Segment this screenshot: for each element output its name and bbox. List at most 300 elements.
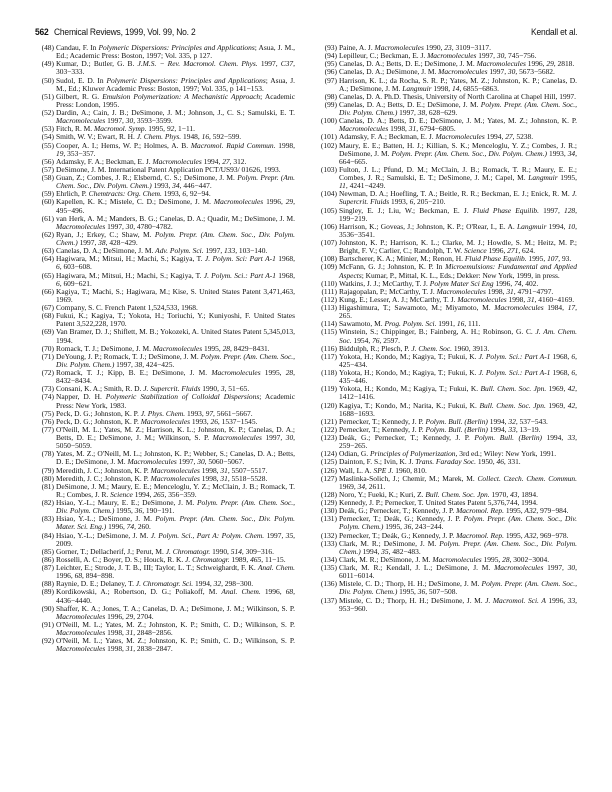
reference-entry [313, 434, 577, 450]
reference-entry [34, 483, 295, 499]
reference-number: (63) [41, 246, 54, 256]
reference-italic-text: 34 [357, 481, 366, 491]
reference-italic-text: Adv. Polym. Sci. [155, 246, 204, 256]
reference-number: (106) [320, 221, 337, 231]
reference-italic-text: SPE J. [373, 465, 394, 475]
reference-italic-text: 31 [408, 124, 417, 134]
reference-text: , 495−496. [56, 197, 295, 215]
reference-text: 1996, [260, 587, 286, 597]
reference-text: 1997, [257, 59, 281, 69]
reference-number: (121) [320, 416, 337, 426]
reference-number: (135) [320, 563, 337, 572]
reference-italic-text: 29 [285, 197, 294, 207]
reference-text: Gilbert, R. G. [56, 91, 103, 101]
reference-text: Lepilleur, C.; Beckman, E. J. [339, 51, 428, 61]
reference-italic-text: J. Macromol. Sci. A [485, 595, 546, 605]
reference-text: , 265. [339, 303, 577, 321]
reference-text: ; Academic Press: New York, 1983. [56, 392, 295, 410]
reference-text: 1993, [190, 416, 211, 426]
reference-italic-text: J. Chem. Phys. [136, 132, 182, 142]
reference-text: Raynie, D. E.; Delaney, T. [56, 579, 136, 589]
reference-text: , 2818. [553, 59, 575, 69]
reference-text: , 331. [503, 457, 521, 467]
reference-entry [34, 426, 295, 450]
reference-text: Canelas, D. A.; DeSimone, J. M. [56, 246, 156, 256]
reference-number: (57) [41, 164, 54, 174]
reference-text: 1989, [229, 554, 251, 564]
reference-italic-text: J.M.S. − Rev. Macromol. Chem. Phys. [137, 59, 258, 69]
reference-italic-text: Anal. Chem. [257, 563, 295, 572]
reference-italic-text: Macromolecules [212, 433, 262, 442]
reference-text: , 2597. [379, 335, 400, 345]
reference-number: (101) [320, 132, 337, 142]
reference-text: 1998, [199, 473, 221, 483]
reference-text: Yates, M. Z.; O'Neill, M. L.; Johnston, K. P.; Webber, S.; Canelas, D. A.; Betts, D. E.; DeSimone, J. M. [56, 449, 295, 467]
reference-text: , 969−978. [536, 530, 569, 540]
reference-text: , 628−629. [425, 108, 458, 117]
reference-italic-text: Polym. Prepr. (Am. Chem. Soc., Div. Polym. Chem.) [339, 514, 577, 532]
reference-text: , 609−621. [59, 278, 92, 288]
reference-text: 1970, [489, 489, 511, 499]
reference-text: , 507−508. [425, 587, 458, 597]
reference-number: (117) [321, 351, 337, 361]
reference-italic-text: 30 [496, 51, 505, 61]
reference-text: 1997, [264, 530, 286, 540]
reference-text: 1997, [476, 51, 497, 61]
reference-text: Romack, T. J.; Kipp, B. E.; DeSimone, J. M. [56, 368, 212, 377]
reference-text: , 312. [229, 156, 247, 166]
reference-number: (110) [321, 278, 337, 288]
reference-text: Noro, Y.; Fueki, K.; Kuri, Z. [339, 489, 426, 499]
reference-italic-text: Macromolecules [140, 416, 191, 426]
reference-number: (104) [320, 189, 337, 199]
reference-italic-text: Bull. Chem. Soc. Jpn. [480, 384, 547, 394]
reference-number: (133) [320, 538, 337, 548]
reference-text: 1994, [487, 424, 509, 434]
reference-text: 1990, [423, 43, 445, 52]
reference-text: Canelas, D. A.; Betts, D. E.; DeSimone, J. M. [339, 59, 477, 69]
reference-italic-text: Macromolecules [56, 611, 106, 621]
reference-italic-text: 36 [403, 522, 412, 532]
reference-text: 1995, [397, 587, 418, 597]
reference-number: (100) [320, 116, 337, 126]
reference-italic-text: 28 [502, 554, 510, 564]
reference-text: , 303−333. [56, 59, 295, 77]
reference-text: , 1894. [517, 489, 538, 499]
reference-number: (76) [41, 416, 54, 426]
reference-italic-text: 23 [444, 43, 452, 52]
reference-italic-text: 6 [571, 368, 576, 377]
reference-text: 1997, [261, 433, 286, 442]
reference-italic-text: Macromolecules [339, 124, 389, 134]
reference-text: 1969, [339, 481, 358, 491]
reference-number: (49) [41, 59, 54, 69]
reference-text: O'Neill, M. L.; Yates, M. Z.; Harrison, K. L.; Johnston, K. P.; Canelas, D. A.; Betts, D. E.; DeSimone, J. M.; Wilkinson, S. P. [56, 424, 295, 442]
reference-number: (120) [320, 400, 337, 410]
reference-text: DeSimone, J. M. International Patent Application PCT/US93/ 01626, 1993. [56, 164, 281, 174]
reference-text: 1990, [210, 546, 231, 556]
reference-italic-text: Polym. Bull. (Berlin) [474, 433, 543, 442]
reference-text: 1994, [193, 579, 214, 589]
reference-number: (124) [320, 449, 337, 459]
reference-text: Singley, E. J.; Liu, W.; Beckman, E. J. [339, 205, 473, 215]
reference-number: (85) [41, 546, 54, 556]
reference-text: , 4160−4169. [534, 294, 575, 304]
reference-text: , 402. [521, 278, 539, 288]
reference-text: , 482−483. [388, 546, 421, 556]
reference-text: Yokota, H.; Kondo, M.; Kagiya, T.; Fukui, K. [339, 368, 479, 377]
reference-italic-text: Polym. Prepr. (Am. Chem. Soc., Div. Polym. Mater. Sci. Eng.) [56, 514, 296, 532]
reference-italic-text: 31 [527, 294, 535, 304]
reference-text: Consani, K. A.; Smith, R. D. [56, 384, 144, 394]
reference-italic-text: Polym. Prepr. (Am. Chem. Soc., Div. Polym. Chem.) [56, 229, 295, 247]
reference-italic-text: C37 [280, 59, 294, 69]
reference-text: Ryan, J.; Erkey, C.; Shaw, M. [56, 229, 155, 239]
reference-italic-text: J. Chromatogr. [165, 546, 211, 556]
reference-italic-text: 6 [56, 278, 60, 288]
reference-text: Maslinka-Solich, J.; Chemir, M.; Marek, M. [339, 473, 478, 483]
reference-entry [313, 117, 577, 133]
reference-text: Peck, D. G.; Johnston, K. P. [56, 416, 141, 426]
reference-italic-text: Polym. Prepr. (Am. Chem. Soc., Div. Polym. Chem.) [339, 538, 577, 556]
reference-text: Cooper, A. I.; Hems, W. P.; Holmes, A. B. [56, 140, 191, 150]
reference-italic-text: J. Phys. Chem. [140, 408, 186, 418]
reference-entry [34, 369, 295, 385]
reference-text: Candau, F. In [56, 43, 99, 52]
reference-italic-text: Trans. Faraday Soc. [415, 457, 477, 467]
reference-italic-text: Microemulsions: Fundamental and Applied Aspects [339, 262, 577, 280]
reference-text: Adamsky, F. A.; Beckman, E. J. [56, 156, 153, 166]
reference-italic-text: J. Polym. Sci: Part A-1 [204, 254, 276, 264]
reference-italic-text: Macromolecules [56, 221, 106, 231]
reference-text: , 6794−6805. [416, 124, 456, 134]
reference-text: Romack, T. J.; DeSimone, J. M. [56, 343, 153, 353]
reference-italic-text: 74 [514, 278, 522, 288]
reference-entry [313, 385, 577, 401]
reference-number: (75) [41, 408, 54, 418]
reference-text: Newman, D. A.; Hoefling, T. A.; Beitle, R. R.; Beckman, E. J.; Enick, R. M. [339, 189, 572, 199]
reference-text: , 309−316. [241, 546, 274, 556]
reference-text: 1995, [383, 522, 404, 532]
reference-italic-text: 30 [567, 563, 576, 572]
reference-entry [313, 77, 577, 93]
reference-text: , 11−15. [261, 554, 286, 564]
reference-text: Kagiya, T.; Kondo, M.; Narita, K.; Fukui, K. [339, 400, 480, 410]
reference-entry [313, 515, 577, 531]
reference-text: 1969, [546, 384, 568, 394]
reference-number: (92) [41, 636, 54, 646]
reference-italic-text: Polymeric Stabilization of Colloidal Dispersions [105, 392, 260, 402]
reference-text: 1995, [202, 343, 223, 353]
reference-entry [313, 304, 577, 320]
reference-text: Bartscherer, K. A.; Minier, M.; Renon, H. [339, 254, 465, 264]
references-left-column [34, 44, 295, 653]
reference-text: 1998, [485, 286, 507, 296]
reference-text: 1998, [105, 644, 126, 654]
reference-text: , 93. [558, 254, 572, 264]
reference-number: (53) [41, 124, 54, 134]
reference-number: (55) [41, 140, 54, 150]
reference-text: Adamsky, F. A.; Beckman, E. J. [339, 132, 436, 142]
reference-italic-text: Principles of Polymerization [370, 449, 456, 459]
reference-entry [313, 207, 577, 223]
reference-italic-text: 46 [496, 457, 504, 467]
reference-text: , 979−984. [536, 506, 569, 516]
reference-italic-text: 42 [567, 384, 576, 394]
reference-italic-text: Macromolecules [150, 473, 200, 483]
reference-text: Kagiya, T.; Machi, S.; Hagiwara, M.; Kise, S. United States Patent 3,471,463, 1969. [56, 286, 295, 304]
reference-text: , 6011−6014. [339, 563, 577, 581]
reference-text: Hsiao, Y.-L.; Maury, E. E.; DeSimone, J. M. [56, 498, 197, 507]
reference-text: , 624. [518, 246, 536, 256]
reference-italic-text: Polym. Prepr. (Am. Chem. Soc., Div. Polym. Chem.) [391, 148, 547, 158]
reference-text: 1997, [543, 563, 568, 572]
reference-text: , 537−543. [515, 416, 548, 426]
reference-text: , 592−599. [209, 132, 242, 142]
reference-italic-text: 38 [134, 359, 143, 369]
reference-italic-text: J. Polym. Sci., Part A: Polym. Chem. [150, 530, 265, 540]
reference-number: (66) [41, 286, 54, 296]
reference-text: , 8432−8434. [56, 368, 295, 386]
reference-number: (107) [320, 238, 337, 247]
reference-entry [313, 475, 577, 491]
reference-italic-text: 68 [285, 587, 294, 597]
reference-entry [313, 353, 577, 369]
reference-entry [34, 93, 295, 109]
reference-text: 1994, [484, 132, 506, 142]
reference-italic-text: Polymeric Dispersions: Principles and Applications [98, 43, 255, 52]
reference-text: 1998, [506, 294, 528, 304]
reference-text: Hagiwara, M.; Mitsui, H.; Machi, S.; Kagiya, T. [56, 254, 205, 264]
reference-italic-text: Macromolecules [127, 457, 177, 467]
reference-italic-text: Bull. Chem. Soc. Jpn. [425, 489, 490, 499]
reference-text: , 5673−5682. [515, 67, 555, 77]
reference-text: Sawamoto, M. [339, 319, 385, 329]
reference-text: Biddulph, R.; Plesch, P. [339, 343, 412, 353]
reference-number: (64) [41, 254, 54, 264]
reference-italic-text: Macromol. Rep. [456, 506, 504, 516]
reference-text: , 3rd ed.; Wiley: New York, 1991. [455, 449, 557, 459]
reference-text: , 6855−6863. [459, 83, 499, 93]
reference-text: , 3109−3117. [451, 43, 491, 52]
reference-text: Sudol, E. D. In [56, 75, 107, 85]
reference-italic-text: Macromolecules [150, 465, 200, 475]
reference-text: 1993, [185, 408, 206, 418]
reference-number: (54) [41, 132, 54, 142]
reference-italic-text: Macromolecules [152, 156, 202, 166]
reference-number: (93) [324, 43, 337, 52]
reference-text: 1993, [161, 189, 183, 199]
reference-entry [34, 564, 295, 580]
reference-text: 1994, [201, 156, 223, 166]
reference-entry [313, 142, 577, 166]
reference-text: 1996, [545, 595, 568, 605]
reference-entry [34, 77, 295, 93]
reference-number: (90) [41, 603, 54, 613]
reference-text: 1997, [105, 116, 126, 126]
reference-text: Rajagopalan, P.; McCarthy, T. J. [339, 286, 437, 296]
reference-italic-text: 76 [372, 335, 380, 345]
reference-entry [34, 328, 295, 344]
reference-italic-text: 31 [125, 644, 134, 654]
reference-text: , 103−140. [235, 246, 268, 256]
reference-italic-text: 35 [285, 530, 294, 540]
reference-number: (69) [41, 327, 54, 337]
reference-text: 1995, [503, 530, 525, 540]
reference-text: 1995, [557, 173, 578, 182]
reference-text: Canelas, D. A.; Betts, D. E.; DeSimone, J. M. [339, 99, 481, 109]
reference-text: Company, S. C. French Patent 1,524,533, 1968. [56, 303, 198, 312]
reference-text: O'Neill, M. L.; Yates, M. Z.; Johnston, K. P.; Smith, C. D.; Wilkinson, S. P. [56, 636, 295, 646]
reference-text: , 1−11. [174, 124, 195, 134]
reference-italic-text: 16 [456, 319, 465, 329]
reference-italic-text: Bull. Chem. Soc. Jpn. [479, 400, 546, 410]
reference-number: (87) [41, 563, 54, 572]
reference-italic-text: A32 [524, 530, 537, 540]
reference-italic-text: Polym. Prepr. (Am. Chem. Soc., Div. Polym. Chem.) [56, 173, 295, 191]
reference-text: , 2009. [56, 530, 296, 548]
reference-text: Kapellen, K. K.; Mistele, C. D.; DeSimone, J. M. [56, 197, 214, 207]
reference-number: (130) [320, 506, 337, 516]
reference-entry [34, 142, 295, 158]
reference-entry [313, 166, 577, 190]
reference-text: , 2838−2847. [133, 644, 173, 654]
reference-text: Meredith, J. C.; Johnston, K. P. [56, 465, 151, 475]
reference-text: Hsiao, Y.-L.; DeSimone, J. M. [56, 530, 151, 540]
reference-entry [313, 564, 577, 580]
reference-number: (109) [320, 262, 337, 272]
reference-italic-text: 29 [546, 59, 554, 69]
reference-entry [34, 353, 295, 369]
reference-text: van Herk, A. M.; Manders, B. G.; Canelas, D. A.; Quadir, M.; DeSimone, J. M. [56, 213, 295, 223]
reference-text: 1990, [200, 384, 221, 394]
reference-text: 1997, [203, 246, 225, 256]
reference-text: 1995, [146, 124, 167, 134]
reference-text: 1954, [351, 335, 373, 345]
reference-text: Clark, M. R.; Kendall, J. L.; DeSimone, J. M. [339, 563, 495, 572]
reference-text: Clark, M. R.; DeSimone, J. M. [339, 554, 433, 564]
reference-text: 1998, [199, 465, 221, 475]
reference-entry [34, 637, 295, 653]
reference-text: Mistele, C. D.; Thorp, H. H.; DeSimone, J. M. [339, 579, 482, 589]
reference-text: 1950, [476, 457, 497, 467]
reference-text: , 428−429. [105, 238, 138, 247]
reference-text: 1997, [487, 67, 508, 77]
reference-entry [34, 215, 295, 231]
reference-entry [313, 369, 577, 385]
reference-text: 1968, [550, 351, 572, 361]
reference-text: Clark, M. R.; DeSimone, J. M. [339, 538, 440, 548]
reference-italic-text: 92 [166, 124, 175, 134]
reference-number: (68) [41, 311, 54, 321]
reference-italic-text: 32 [213, 579, 222, 589]
reference-text: Maury, E. E.; Batten, H. J.; Killian, S. K.; Menceloglu, Y. Z.; Combes, J. R.; DeSimone, J. M. [339, 140, 577, 158]
reference-text: Peck, D. G.; Johnston, K. P. [56, 408, 141, 418]
reference-italic-text: 42 [567, 400, 576, 410]
reference-text: Leichter, E.; Strode, J. T. B., III; Taylor, L. T.; Schweighardt, F. K. [56, 563, 258, 572]
reference-italic-text: Macromolecules [211, 368, 261, 377]
reference-entry [34, 288, 295, 304]
reference-italic-text: 38 [98, 238, 106, 247]
reference-text: 1968, [276, 270, 295, 280]
reference-text: 1998, [105, 628, 126, 637]
reference-text: , 2704. [133, 611, 154, 621]
reference-text: , 260. [134, 522, 151, 532]
reference-text: , 298−300. [221, 579, 254, 589]
reference-text: Pernecker, T.; Kennedy, J. P. [339, 416, 426, 426]
reference-italic-text: Polym. Bull. (Berlin) [425, 416, 488, 426]
reference-text: Mistele, C. D.; Thorp, H. H.; DeSimone, J. M. [339, 595, 486, 605]
reference-text: , 5507−5517. [227, 465, 268, 475]
reference-text: , 3002−3004. [509, 554, 550, 564]
reference-italic-text: 34 [172, 181, 180, 191]
reference-number: (94) [324, 51, 337, 61]
reference-text: Dardin, A.; Cain, J. B.; DeSimone, J. M.; Johnson, J., C. S.; Samulski, E. T. [56, 108, 295, 117]
reference-italic-text: Polym. Prepr. (Am. Chem. Soc., Div. Polym. Chem.) [56, 351, 296, 369]
reference-text: 1968, [550, 368, 572, 377]
reference-italic-text: Macromol. Rep. [456, 530, 504, 540]
reference-text: , 5060−5067. [204, 457, 245, 467]
reference-text: , 1537−1545. [217, 416, 258, 426]
reference-italic-text: Macromol. Symp. [94, 124, 147, 134]
reference-italic-text: 3 [220, 384, 225, 394]
reference-text: 1995, [481, 554, 503, 564]
reference-number: (82) [41, 498, 54, 507]
reference-text: , 435−446. [339, 368, 577, 386]
reference-text: , 4436−4440. [56, 587, 295, 605]
reference-number: (136) [320, 579, 337, 589]
reference-text: Dainton, F. S.; Ivin, K. J. [339, 457, 416, 467]
reference-text: 1996, [106, 522, 127, 532]
reference-italic-text: 38 [417, 108, 426, 117]
reference-text: Fulton, J. L.; Pfund, D. M.; McClain, J. B.; Romack, T. R.; Maury, E. E.; Combes, J. R.; Samulski, E. T.; DeSimone, J. M.; Capel, M. [339, 164, 577, 182]
reference-number: (125) [320, 457, 337, 467]
reference-text: 1996, [493, 278, 515, 288]
reference-number: (134) [320, 554, 337, 564]
reference-number: (103) [320, 164, 337, 174]
reference-italic-text: Collect. Czech. Chem. Commun. [477, 473, 578, 483]
reference-italic-text: 30 [285, 433, 294, 442]
reference-text: 1996, [56, 571, 75, 581]
reference-text: 1997, [105, 221, 126, 231]
reference-italic-text: 31 [506, 286, 514, 296]
reference-italic-text: 31 [125, 628, 134, 637]
reference-text: 1960, 3913. [452, 343, 490, 353]
reference-entry [34, 393, 295, 409]
reference-italic-text: Macromolecules [56, 628, 106, 637]
reference-number: (114) [321, 319, 337, 329]
reference-italic-text: 30 [197, 457, 205, 467]
reference-number: (80) [41, 473, 54, 483]
reference-entry [34, 198, 295, 214]
reference-number: (72) [41, 368, 54, 377]
reference-text: 1996, [263, 197, 286, 207]
reference-number: (56) [41, 156, 54, 166]
reference-italic-text: 6 [409, 197, 414, 207]
reference-italic-text: 133 [224, 246, 236, 256]
reference-entry [34, 60, 295, 76]
reference-number: (67) [41, 303, 54, 312]
reference-italic-text: Macromolecules [435, 132, 485, 142]
reference-entry [34, 174, 295, 190]
reference-text: Shaffer, K. A.; Jones, T. A.; Canelas, D. A.; DeSimone, J. M.; Wilkinson, S. P. [56, 603, 295, 613]
reference-text: , 2848−2856. [133, 628, 173, 637]
reference-italic-text: 265 [153, 489, 165, 499]
reference-number: (58) [41, 173, 54, 182]
reference-number: (84) [41, 530, 54, 540]
reference-entry [313, 402, 577, 418]
reference-text: , 190−191. [142, 506, 175, 516]
